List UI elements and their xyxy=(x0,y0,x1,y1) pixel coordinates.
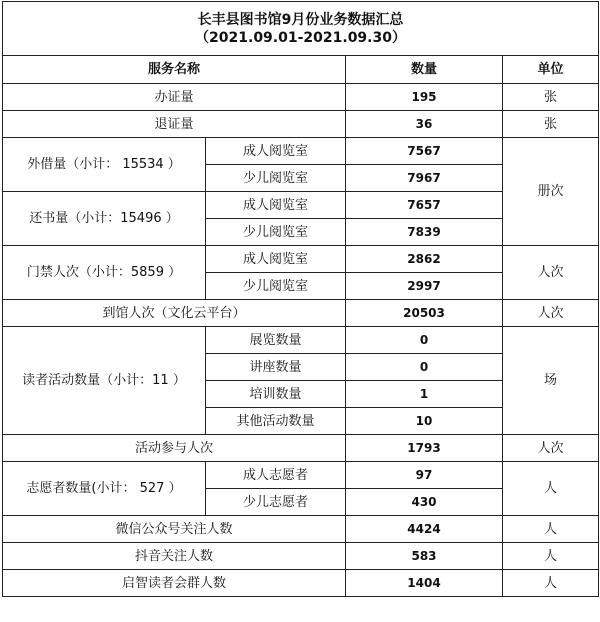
group-label: 读者活动数量（小计：11 ） xyxy=(3,327,206,435)
row-value: 2997 xyxy=(346,273,503,300)
row-unit: 人次 xyxy=(503,246,599,300)
sub-label: 少儿阅览室 xyxy=(206,219,346,246)
report-period: （2021.09.01-2021.09.30） xyxy=(195,29,406,46)
row-label: 微信公众号关注人数 xyxy=(3,516,346,543)
row-unit: 人 xyxy=(503,570,599,597)
row-unit: 人次 xyxy=(503,300,599,327)
row-unit: 人 xyxy=(503,462,599,516)
sub-label: 少儿阅览室 xyxy=(206,165,346,192)
row-value: 1404 xyxy=(346,570,503,597)
group-label: 门禁人次（小计：5859 ） xyxy=(3,246,206,300)
report-title: 长丰县图书馆9月份业务数据汇总 xyxy=(197,11,404,28)
row-value: 430 xyxy=(346,489,503,516)
sub-label: 少儿阅览室 xyxy=(206,273,346,300)
stats-table xyxy=(2,1,599,597)
row-value: 0 xyxy=(346,354,503,381)
row-label: 办证量 xyxy=(3,84,346,111)
row-label: 退证量 xyxy=(3,111,346,138)
row-value: 20503 xyxy=(346,300,503,327)
row-value: 583 xyxy=(346,543,503,570)
row-value: 0 xyxy=(346,327,503,354)
table-row xyxy=(3,435,599,462)
table-row xyxy=(3,516,599,543)
header-unit: 单位 xyxy=(503,56,599,84)
sub-label: 培训数量 xyxy=(206,381,346,408)
row-unit: 场 xyxy=(503,327,599,435)
row-value: 195 xyxy=(346,84,503,111)
table-row xyxy=(3,327,599,354)
sub-label: 少儿志愿者 xyxy=(206,489,346,516)
row-value: 10 xyxy=(346,408,503,435)
group-label: 志愿者数量(小计： 527 ） xyxy=(3,462,206,516)
row-value: 7657 xyxy=(346,192,503,219)
row-value: 2862 xyxy=(346,246,503,273)
table-row xyxy=(3,246,599,273)
table-row xyxy=(3,138,599,165)
group-label: 外借量（小计： 15534 ） xyxy=(3,138,206,192)
row-label: 启智读者会群人数 xyxy=(3,570,346,597)
sub-label: 成人阅览室 xyxy=(206,192,346,219)
sub-label: 讲座数量 xyxy=(206,354,346,381)
table-row xyxy=(3,462,599,489)
sub-label: 其他活动数量 xyxy=(206,408,346,435)
table-row xyxy=(3,543,599,570)
row-label: 活动参与人次 xyxy=(3,435,346,462)
sub-label: 展览数量 xyxy=(206,327,346,354)
sub-label: 成人阅览室 xyxy=(206,138,346,165)
row-label: 到馆人次（文化云平台） xyxy=(3,300,346,327)
row-value: 1793 xyxy=(346,435,503,462)
row-value: 7967 xyxy=(346,165,503,192)
row-value: 4424 xyxy=(346,516,503,543)
row-label: 抖音关注人数 xyxy=(3,543,346,570)
row-value: 97 xyxy=(346,462,503,489)
row-unit: 张 xyxy=(503,84,599,111)
row-value: 36 xyxy=(346,111,503,138)
table-row xyxy=(3,570,599,597)
table-row xyxy=(3,300,599,327)
table-title-cell xyxy=(3,2,599,56)
sub-label: 成人志愿者 xyxy=(206,462,346,489)
row-unit: 册次 xyxy=(503,138,599,246)
row-unit: 人 xyxy=(503,516,599,543)
sub-label: 成人阅览室 xyxy=(206,246,346,273)
header-quantity: 数量 xyxy=(346,56,503,84)
row-value: 7567 xyxy=(346,138,503,165)
group-label: 还书量（小计：15496 ） xyxy=(3,192,206,246)
row-unit: 人 xyxy=(503,543,599,570)
row-unit: 张 xyxy=(503,111,599,138)
table-row xyxy=(3,84,599,111)
row-value: 7839 xyxy=(346,219,503,246)
row-value: 1 xyxy=(346,381,503,408)
header-service: 服务名称 xyxy=(3,56,346,84)
row-unit: 人次 xyxy=(503,435,599,462)
table-row xyxy=(3,111,599,138)
